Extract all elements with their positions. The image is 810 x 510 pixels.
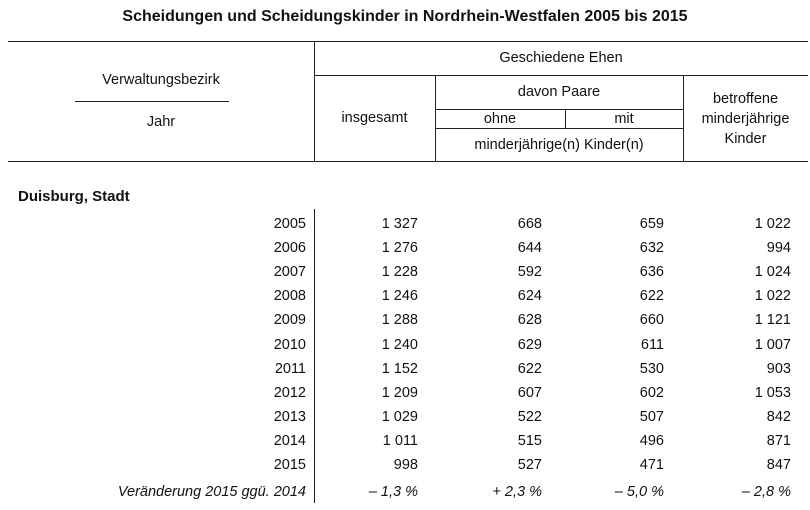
bezirk-underline bbox=[75, 101, 229, 102]
header-top-rule bbox=[8, 41, 808, 42]
mit-cell: 660 bbox=[639, 312, 664, 329]
header-betroffene-1: betroffene bbox=[712, 91, 779, 107]
mit-cell: 602 bbox=[639, 384, 664, 401]
header-jahr: Jahr bbox=[146, 114, 176, 130]
kinder-cell: 871 bbox=[766, 432, 791, 449]
kinder-cell: 842 bbox=[766, 408, 791, 425]
kinder-cell: 994 bbox=[766, 240, 791, 257]
ohne-cell: 644 bbox=[517, 240, 542, 257]
table-row bbox=[0, 262, 810, 286]
year-cell: 2005 bbox=[273, 216, 306, 232]
year-cell: 2014 bbox=[273, 432, 306, 449]
mit-cell: 622 bbox=[639, 288, 664, 305]
ohne-cell: 668 bbox=[517, 216, 542, 232]
insgesamt-cell: 1 276 bbox=[381, 240, 418, 257]
table-row bbox=[0, 335, 810, 359]
ohne-cell: 607 bbox=[517, 384, 542, 401]
year-cell: 2011 bbox=[274, 360, 306, 377]
mit-cell: 530 bbox=[639, 360, 664, 377]
ohne-cell: 624 bbox=[517, 288, 542, 305]
kinder-cell: 1 053 bbox=[754, 384, 791, 401]
insgesamt-cell: 1 288 bbox=[381, 312, 418, 329]
table-row bbox=[0, 383, 810, 407]
kinder-cell: 847 bbox=[766, 457, 791, 473]
insgesamt-cell: 1 209 bbox=[381, 384, 418, 401]
mit-cell: 632 bbox=[639, 240, 664, 257]
kinder-cell: 1 007 bbox=[754, 336, 791, 353]
kinder-cell: 1 022 bbox=[754, 288, 791, 305]
change-row bbox=[0, 482, 810, 506]
insgesamt-cell: 1 228 bbox=[381, 264, 418, 281]
insgesamt-cell: 1 327 bbox=[381, 216, 418, 232]
insgesamt-cell: 1 246 bbox=[381, 288, 418, 305]
ohne-cell: 515 bbox=[517, 432, 542, 449]
kinder-cell: 903 bbox=[766, 360, 791, 377]
table-row bbox=[0, 359, 810, 383]
header-davon-paare: davon Paare bbox=[517, 84, 601, 100]
table-title: Scheidungen und Scheidungskinder in Nordrhein-Westfalen 2005 bis 2015 bbox=[122, 8, 688, 25]
header-betroffene-3: Kinder bbox=[724, 131, 767, 147]
year-cell: 2009 bbox=[273, 312, 306, 329]
header-bottom-rule bbox=[8, 161, 808, 162]
year-cell: 2015 bbox=[273, 457, 306, 473]
change-ohne: + 2,3 % bbox=[492, 484, 542, 500]
header-geschiedene-ehen: Geschiedene Ehen bbox=[499, 50, 623, 66]
mit-cell: 507 bbox=[639, 408, 664, 425]
year-cell: 2007 bbox=[273, 264, 306, 281]
table-row bbox=[0, 238, 810, 262]
table-row bbox=[0, 214, 810, 238]
region-heading: Duisburg, Stadt bbox=[18, 188, 130, 205]
year-cell: 2013 bbox=[273, 408, 306, 425]
mit-cell: 611 bbox=[640, 336, 664, 353]
year-cell: 2010 bbox=[273, 336, 306, 353]
kinder-cell: 1 121 bbox=[754, 312, 791, 329]
table-row bbox=[0, 310, 810, 334]
mit-cell: 659 bbox=[639, 216, 664, 232]
ohne-cell: 628 bbox=[517, 312, 542, 329]
header-bezirk: Verwaltungsbezirk bbox=[102, 72, 220, 88]
table-row bbox=[0, 286, 810, 310]
kinder-cell: 1 024 bbox=[754, 264, 791, 281]
ohne-cell: 622 bbox=[517, 360, 542, 377]
insgesamt-cell: 998 bbox=[393, 457, 418, 473]
table-row bbox=[0, 455, 810, 479]
change-insgesamt: – 1,3 % bbox=[368, 484, 418, 500]
year-cell: 2008 bbox=[273, 288, 306, 305]
mit-cell: 496 bbox=[639, 432, 664, 449]
table-row bbox=[0, 407, 810, 431]
header-mit: mit bbox=[614, 111, 634, 127]
insgesamt-cell: 1 029 bbox=[381, 408, 418, 425]
change-label: Veränderung 2015 ggü. 2014 bbox=[117, 484, 306, 500]
header-rule-geschiedene bbox=[314, 75, 808, 76]
mit-cell: 471 bbox=[639, 457, 664, 473]
header-kinder-sub: minderjährige(n) Kinder(n) bbox=[474, 137, 644, 153]
header-insgesamt: insgesamt bbox=[341, 110, 408, 126]
change-kinder: – 2,8 % bbox=[741, 484, 791, 500]
kinder-cell: 1 022 bbox=[754, 216, 791, 232]
ohne-cell: 522 bbox=[517, 408, 542, 425]
ohne-cell: 592 bbox=[517, 264, 542, 281]
year-cell: 2006 bbox=[273, 240, 306, 257]
ohne-cell: 629 bbox=[517, 336, 542, 353]
year-cell: 2012 bbox=[273, 384, 306, 401]
header-betroffene-2: minderjährige bbox=[701, 111, 790, 127]
mit-cell: 636 bbox=[639, 264, 664, 281]
insgesamt-cell: 1 152 bbox=[381, 360, 418, 377]
insgesamt-cell: 1 240 bbox=[381, 336, 418, 353]
table-row bbox=[0, 431, 810, 455]
change-mit: – 5,0 % bbox=[614, 484, 664, 500]
header-ohne: ohne bbox=[483, 111, 517, 127]
insgesamt-cell: 1 011 bbox=[382, 432, 418, 449]
ohne-cell: 527 bbox=[517, 457, 542, 473]
